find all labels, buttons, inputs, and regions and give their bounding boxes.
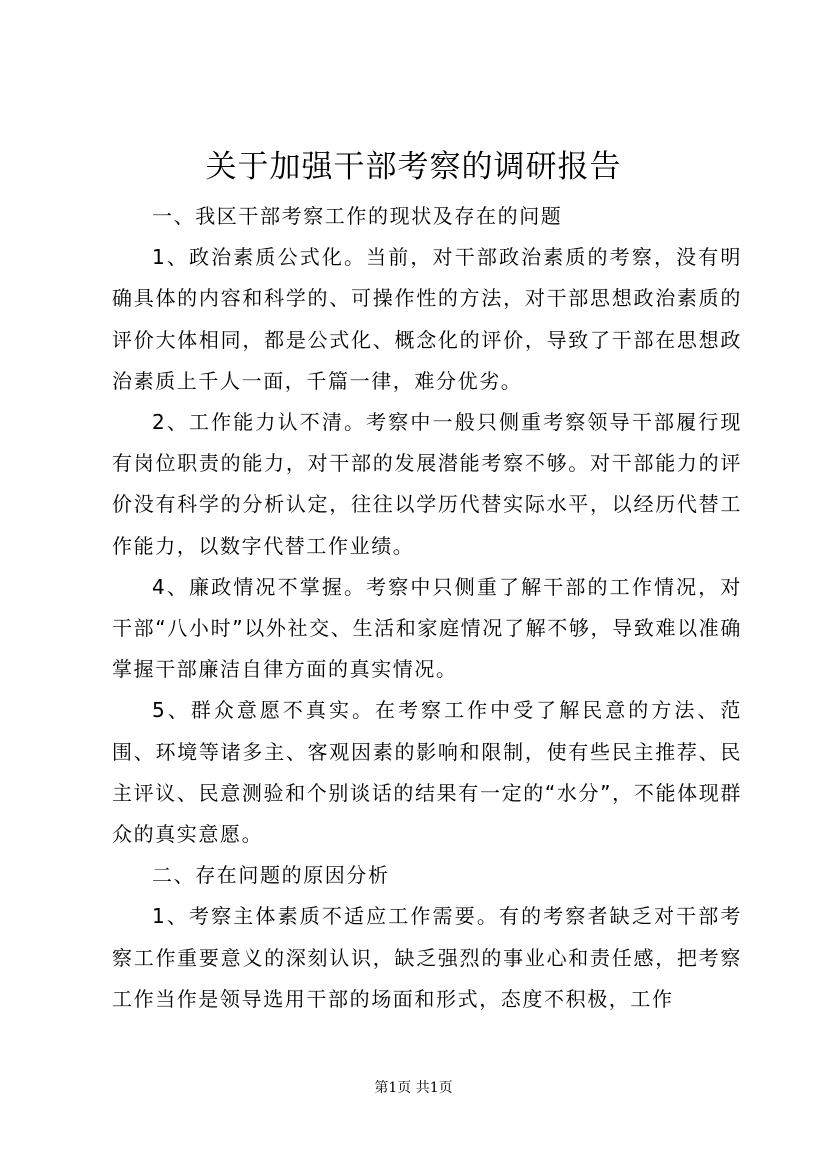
document-body — [112, 196, 742, 1020]
paragraph-integrity: 4、廉政情况不掌握。考察中只侧重了解干部的工作情况，对干部“八小时”以外社交、生活和家庭情况了解不够，导致难以准确掌握干部廉洁自律方面的真实情况。 — [112, 574, 742, 682]
paragraph-political-quality: 1、政治素质公式化。当前，对干部政治素质的考察，没有明确具体的内容和科学的、可操作性的方法，对干部思想政治素质的评价大体相同，都是公式化、概念化的评价，导致了干部在思想政治素质上千人一面，千篇一律，难分优劣。 — [112, 245, 742, 393]
section-heading-1: 一、我区干部考察工作的现状及存在的问题 — [152, 204, 563, 228]
paragraph-inspector-quality: 1、考察主体素质不适应工作需要。有的考察者缺乏对干部考察工作重要意义的深刻认识，缺乏强烈的事业心和责任感，把考察工作当作是领导选用干部的场面和形式，态度不积极，工作 — [112, 904, 742, 1011]
document-title: 关于加强干部考察的调研报告 — [205, 149, 622, 185]
paragraph-public-opinion: 5、群众意愿不真实。在考察工作中受了解民意的方法、范围、环境等诸多主、客观因素的影响和限制，使有些民主推荐、民主评议、民意测验和个别谈话的结果有一定的“水分”，不能体现群众的真实意愿。 — [112, 698, 742, 847]
paragraph-work-ability: 2、工作能力认不清。考察中一般只侧重考察领导干部履行现有岗位职责的能力，对干部的发展潜能考察不够。对干部能力的评价没有科学的分析认定，往往以学历代替实际水平，以经历代替工作能力，以数字代替工作业绩。 — [112, 410, 742, 558]
section-heading-2: 二、存在问题的原因分析 — [152, 863, 390, 888]
page-number-footer: 第1页 共1页 — [374, 1080, 453, 1096]
